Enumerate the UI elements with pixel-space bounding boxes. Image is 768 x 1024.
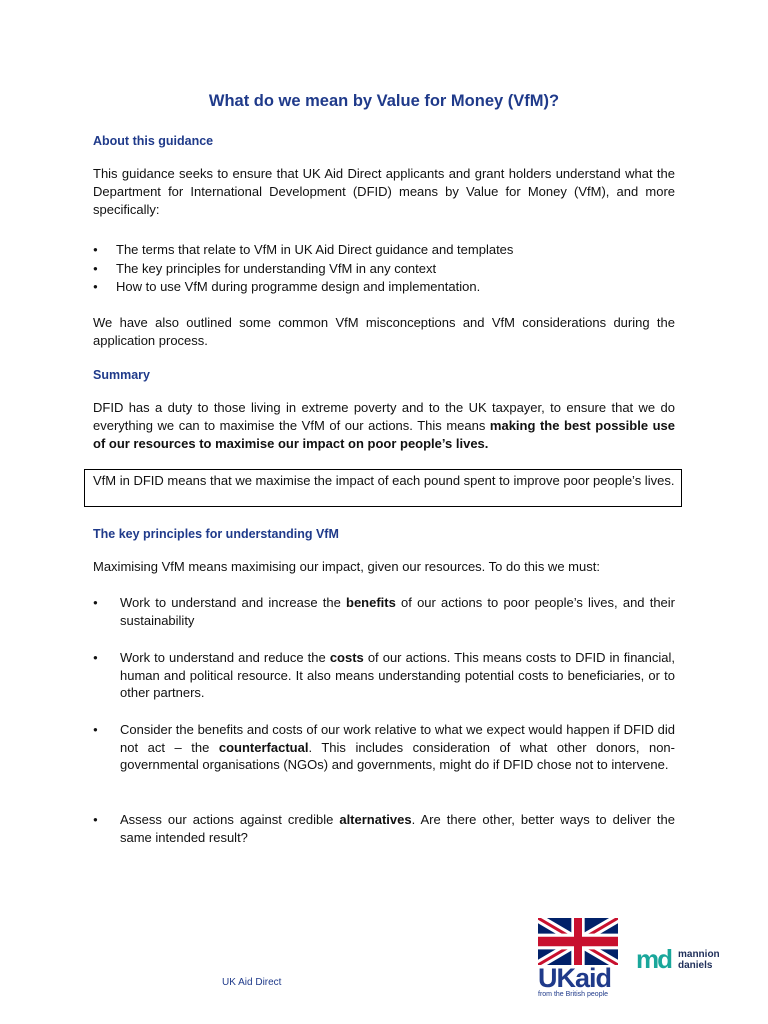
definition-box xyxy=(84,469,682,507)
mannion-daniels-wordmark: mannion daniels xyxy=(678,949,720,971)
bullet-icon: ● xyxy=(93,653,98,662)
principle-item: ● Assess our actions against credible alternatives. Are there other, better ways to deliver the same intended result? xyxy=(93,812,675,845)
about-intro-paragraph: This guidance seeks to ensure that UK Aid Direct applicants and grant holders understand what the Department for International Development (DFID) means by Value for Money (VfM), and more specifically: xyxy=(93,166,675,217)
principle-item: ● Work to understand and increase the benefits of our actions to poor people’s lives, and their sustainability xyxy=(93,595,676,628)
mannion-daniels-logo xyxy=(636,944,736,976)
section-heading-principles: The key principles for understanding VfM xyxy=(93,527,339,541)
principles-intro: Maximising VfM means maximising our impact, given our resources. To do this we must: xyxy=(93,559,600,574)
page-title: What do we mean by Value for Money (VfM)? xyxy=(208,92,560,110)
footer-label: UK Aid Direct xyxy=(222,977,282,988)
section-heading-summary: Summary xyxy=(93,368,150,382)
list-item: ● How to use VfM during programme design and implementation. xyxy=(93,278,675,297)
summary-paragraph xyxy=(93,399,675,453)
ukaid-tagline: from the British people xyxy=(538,991,609,998)
principle-item: ● Work to understand and reduce the costs of our actions. This means costs to DFID in financial, human and political resource. It also means understanding potential costs to beneficiaries, or to other partners. xyxy=(93,650,675,700)
section-heading-about: About this guidance xyxy=(93,134,214,148)
list-item: ● The key principles for understanding VfM in any context xyxy=(93,260,675,279)
ukaid-logo xyxy=(538,918,618,1002)
principle-item: ● Consider the benefits and costs of our work relative to what we expect would happen if DFID did not act – the counterfactual. This includes consideration of what other donors, non-governmental organisations (NGOs) and governments, might do if DFID chose not to intervene. xyxy=(93,722,675,772)
union-flag-icon xyxy=(538,918,618,965)
ukaid-wordmark: UKaid xyxy=(538,963,612,993)
about-bullet-list xyxy=(93,241,675,297)
bullet-icon: ● xyxy=(93,815,98,824)
definition-text: VfM in DFID means that we maximise the impact of each pound spent to improve poor people’s lives. xyxy=(93,473,675,488)
bullet-icon: ● xyxy=(93,725,98,734)
list-item: ● The terms that relate to VfM in UK Aid Direct guidance and templates xyxy=(93,241,675,260)
summary-emphasis: making the best possible use of our resources to maximise our impact on poor people’s lives. xyxy=(93,418,675,451)
bullet-icon: ● xyxy=(93,598,98,607)
md-mark-icon: md xyxy=(636,944,671,974)
about-outro-paragraph: We have also outlined some common VfM misconceptions and VfM considerations during the application process. xyxy=(93,315,675,348)
summary-text: DFID has a duty to those living in extreme poverty and to the UK taxpayer, to ensure that we do everything we can to maximise the VfM of our actions. This means xyxy=(93,400,675,433)
